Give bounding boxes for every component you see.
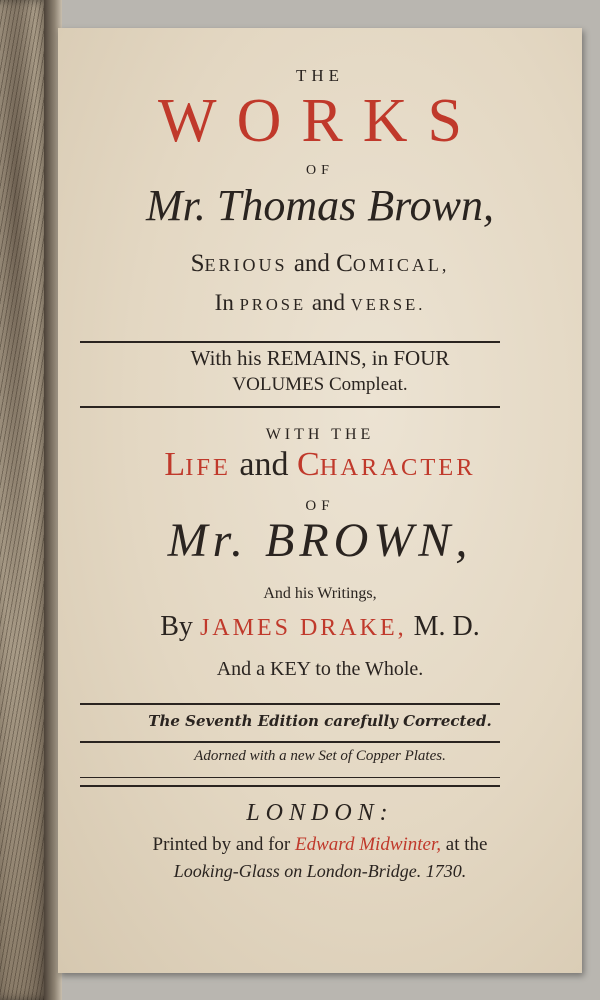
rule-3 (80, 703, 500, 705)
author-name: Mr. Thomas Brown, (146, 181, 494, 230)
writings-line: And his Writings, (263, 585, 377, 602)
subtitle-prose: PROSE (239, 295, 307, 314)
life-rest: IFE (185, 454, 231, 481)
imprint-line-1 (58, 834, 582, 856)
with-the-line: WITH THE (265, 426, 375, 443)
author-james-drake: JAMES DRAKE, (199, 615, 407, 641)
key-line: And a KEY to the Whole. (216, 658, 424, 680)
life-and: and (230, 446, 297, 483)
london-line: LONDON: (246, 800, 394, 826)
subtitle-cap-s: S (190, 250, 205, 277)
subtitle-in: In (214, 290, 240, 315)
edition-line: The Seventh Edition carefully Corrected. (148, 712, 492, 730)
subtitle-line-2 (58, 290, 582, 316)
by-word: By (160, 611, 200, 642)
character-rest: HARACTER (319, 454, 476, 481)
subtitle-omical: OMICAL, (352, 255, 450, 275)
imprint-publisher: Edward Midwinter, (295, 834, 442, 855)
subtitle-and: and (287, 250, 337, 277)
life-cap: L (164, 446, 186, 483)
rule-1 (80, 341, 500, 343)
the-heading: THE (295, 66, 345, 85)
subtitle-verse: VERSE. (350, 295, 426, 314)
imprint-printed-by: Printed by and for (152, 834, 295, 855)
subtitle-erious: ERIOUS (204, 255, 288, 275)
subtitle-cap-c: C (336, 250, 353, 277)
of-line-1: OF (306, 163, 334, 178)
brown-line: Mr. BROWN, (167, 514, 473, 567)
author-line (58, 180, 582, 231)
character-cap: C (297, 446, 320, 483)
remains-line-2: VOLUMES Compleat. (232, 374, 408, 395)
imprint-line-2: Looking-Glass on London-Bridge. 1730. (173, 861, 467, 881)
by-line (58, 611, 582, 643)
adorned-line: Adorned with a new Set of Copper Plates. (194, 748, 446, 764)
rule-2 (80, 406, 500, 408)
life-character-line (58, 446, 582, 484)
works-heading: WORKS (158, 87, 482, 155)
imprint-at-the: at the (441, 834, 488, 855)
subtitle-and-2: and (306, 290, 351, 315)
remains-line-1: With his REMAINS, in FOUR (190, 346, 450, 370)
rule-6 (80, 785, 500, 787)
rule-5 (80, 777, 500, 778)
md-title: M. D. (406, 611, 480, 642)
title-page (58, 28, 582, 973)
of-line-2: OF (305, 498, 335, 514)
rule-4 (80, 741, 500, 743)
subtitle-line-1 (58, 250, 582, 278)
